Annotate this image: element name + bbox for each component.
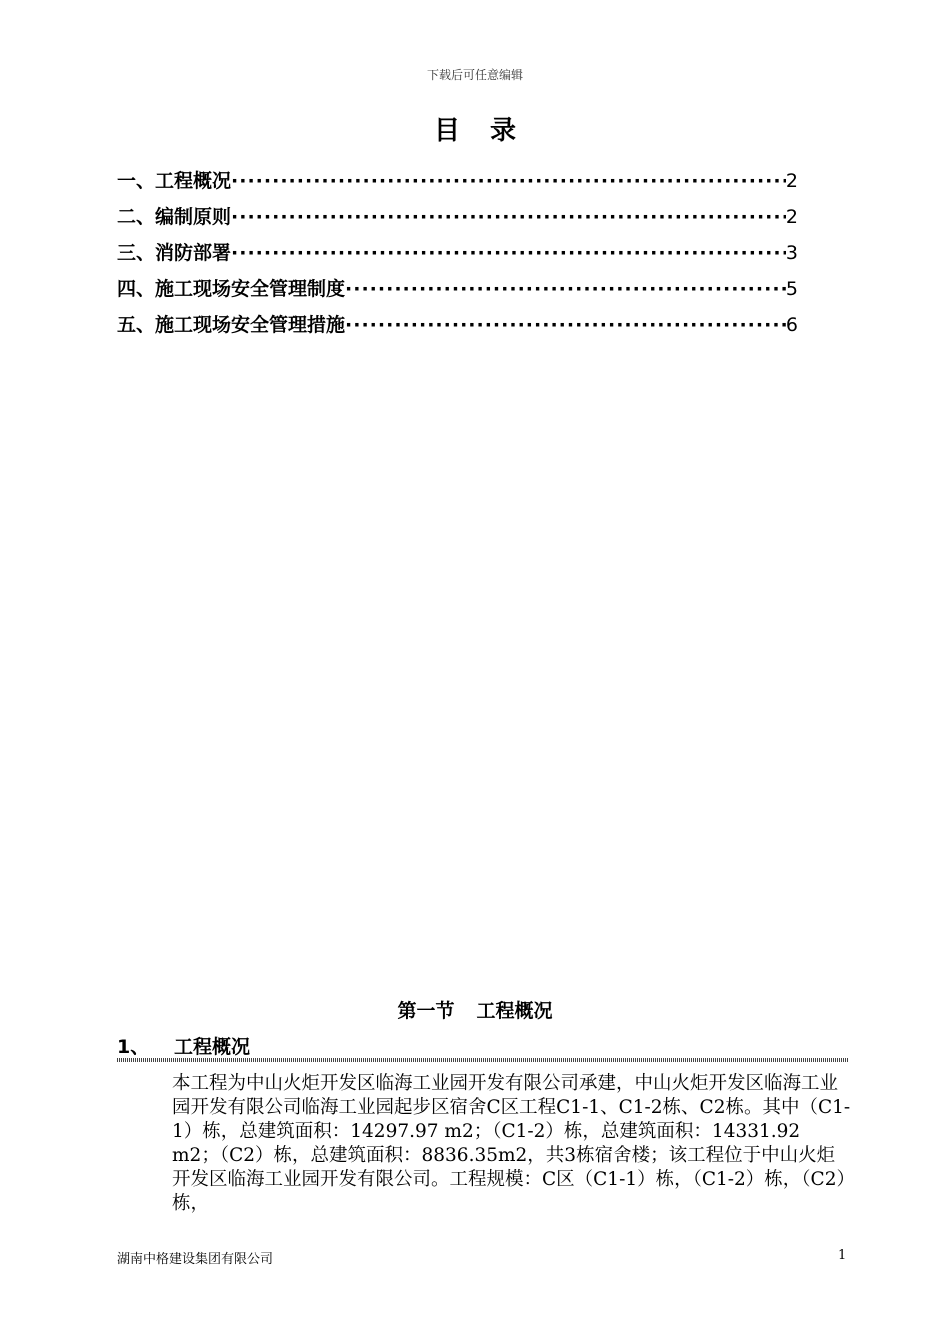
toc-entry[interactable] (117, 202, 798, 238)
toc-entry-label: 五、施工现场安全管理措施 (117, 314, 346, 336)
header-note: 下载后可任意编辑 (426, 68, 523, 82)
body-paragraph: 本工程为中山火炬开发区临海工业园开发有限公司承建，中山火炬开发区临海工业园开发有限公司临海工业园起步区宿舍C区工程C1-1、C1-2栋、C2栋。其中（C1-1）栋，总建筑面积：14297.97 m2；（C1-2）栋，总建筑面积：14331.92 m2；（C2）栋，总建筑面积：8836.35m2，共3栋宿舍楼；该工程位于中山火炬开发区临海工业园开发有限公司。工程规模：C区（C1-1）栋，（C1-2）栋，（C2）栋， (172, 1073, 851, 1214)
toc-entry-label: 三、消防部署 (117, 242, 232, 264)
section-title (0, 996, 950, 1023)
footer-page-number: 1 (838, 1248, 847, 1263)
table-of-contents (117, 166, 798, 346)
toc-leader-dots (231, 242, 786, 264)
toc-leader-dots (231, 206, 786, 228)
toc-leader-dots (345, 278, 786, 300)
toc-entry-label: 二、编制原则 (117, 206, 232, 228)
heading-number: 1、 (117, 1036, 150, 1058)
toc-entry-label: 四、施工现场安全管理制度 (117, 278, 346, 300)
section-number: 第一节 (397, 1000, 455, 1022)
toc-leader-dots (231, 170, 786, 192)
section-title-text: 工程概况 (476, 1000, 553, 1022)
toc-entry-label: 一、工程概况 (117, 170, 232, 192)
toc-entry[interactable] (117, 274, 798, 310)
subsection-heading (117, 1032, 848, 1058)
toc-entry[interactable] (117, 310, 798, 346)
toc-entry-page: 2 (785, 206, 798, 228)
toc-entry-page: 3 (785, 242, 798, 264)
toc-leader-dots (345, 314, 786, 336)
toc-entry-page: 2 (785, 170, 798, 192)
heading-underline (117, 1058, 848, 1062)
heading-title: 工程概况 (174, 1036, 251, 1058)
toc-entry[interactable] (117, 238, 798, 274)
toc-title: 目录 (433, 116, 546, 146)
toc-entry[interactable] (117, 166, 798, 202)
toc-entry-page: 5 (785, 278, 798, 300)
footer-company: 湖南中格建设集团有限公司 (117, 1252, 274, 1267)
toc-entry-page: 6 (785, 314, 798, 336)
